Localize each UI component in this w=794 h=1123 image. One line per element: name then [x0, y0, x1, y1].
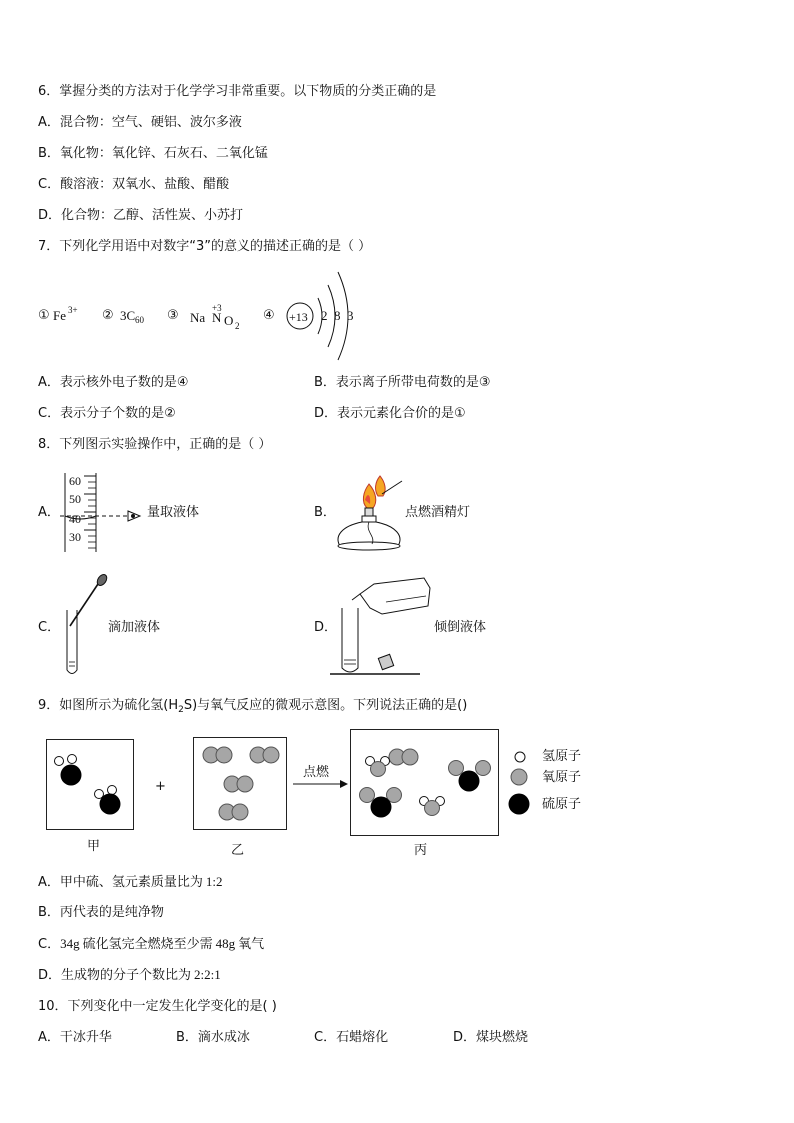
h2s-molecule: [95, 786, 121, 815]
box-label-yi: 乙: [231, 843, 245, 858]
q8-option-a-letter: A．: [38, 505, 60, 520]
legend-oxygen-label: 氧原子: [542, 770, 582, 785]
legend-sulfur-marker: [509, 794, 530, 815]
q9-option-d-ratio: 2:2:1: [194, 967, 221, 982]
q7-c60-text: 3C: [120, 308, 136, 323]
q7-item1-number: ①: [38, 308, 50, 323]
q9-option-d-text: D．生成物的分子个数比为: [38, 968, 192, 983]
q7-o-symbol: O: [224, 313, 234, 328]
plus-sign: +: [155, 779, 166, 794]
cylinder-tick-30: 30: [69, 530, 81, 544]
q9-option-a: [38, 874, 223, 891]
o2-molecule: [219, 804, 248, 820]
q9-option-c-prefix: C．: [38, 937, 61, 952]
cylinder-tick-40: 40: [69, 512, 81, 526]
q8-option-d-letter: D．: [314, 620, 338, 635]
q6-stem: 6．掌握分类的方法对于化学学习非常重要。以下物质的分类正确的是: [38, 84, 437, 99]
so2-molecule: [360, 788, 402, 818]
q7-option-c: C．表示分子个数的是②: [38, 406, 176, 421]
q9-option-c-suffix: 氧气: [238, 937, 265, 952]
q7-item4-number: ④: [263, 308, 275, 323]
q9-option-a-ratio: 1:2: [205, 874, 223, 889]
q6-option-a: A．混合物：空气、硬铝、波尔多液: [38, 115, 242, 130]
q9-stem-part1: 9．如图所示为硫化氢(H: [38, 698, 179, 713]
q7-item3-number: ③: [167, 308, 179, 323]
q8-option-c-label: 滴加液体: [108, 620, 161, 635]
nucleus-charge: +13: [289, 310, 308, 324]
q10-option-a: A．干冰升华: [38, 1030, 112, 1045]
q10-stem: 10．下列变化中一定发生化学变化的是( ): [38, 999, 277, 1014]
q8-option-b-letter: B．: [314, 505, 336, 520]
q9-stem-part2: S)与氧气反应的微观示意图。下列说法正确的是(): [183, 698, 468, 713]
q7-o2-subscript: 2: [235, 321, 240, 331]
q9-stem-subscript: 2: [178, 705, 184, 715]
q7-n-symbol: N: [212, 310, 222, 325]
shell-2-electrons: 8: [334, 308, 341, 323]
q9-option-c-mass2: 48g: [215, 936, 236, 951]
box-label-jia: 甲: [87, 839, 101, 854]
q6-option-c: C．酸溶液：双氧水、盐酸、醋酸: [38, 177, 230, 192]
q7-option-d: D．表示元素化合价的是①: [314, 406, 466, 421]
q6-option-b: B．氧化物：氧化锌、石灰石、二氧化锰: [38, 146, 268, 161]
q10-option-d: D．煤块燃烧: [453, 1030, 529, 1045]
q7-na-symbol: Na: [190, 310, 206, 325]
cylinder-tick-50: 50: [69, 492, 81, 506]
legend-oxygen-marker: [511, 769, 527, 785]
legend-hydrogen-label: 氢原子: [542, 749, 582, 764]
h2o-molecule: [420, 797, 445, 816]
q9-option-d: [38, 967, 221, 984]
reaction-condition: 点燃: [303, 765, 330, 780]
box-label-bing: 丙: [414, 843, 428, 858]
q8-option-c-letter: C．: [38, 620, 61, 635]
q7-c60-subscript: 60: [135, 315, 144, 325]
q9-option-b: B．丙代表的是纯净物: [38, 905, 164, 920]
o2-molecule: [224, 776, 253, 792]
so2-molecule: [449, 761, 491, 792]
q9-option-c-middle: 硫化氢完全燃烧至少需: [82, 937, 213, 952]
q9-option-c-mass1: 34g: [60, 936, 80, 951]
q7-valence-mark: +3: [212, 303, 222, 313]
q7-fe-symbol: Fe: [53, 308, 66, 323]
o2-molecule: [389, 749, 418, 765]
legend-hydrogen-marker: [515, 752, 525, 762]
h2o-molecule: [366, 757, 390, 777]
q9-option-a-text: A．甲中硫、氢元素质量比为: [38, 875, 203, 890]
q8-option-b-label: 点燃酒精灯: [405, 505, 471, 520]
q10-option-c: C．石蜡熔化: [314, 1030, 389, 1045]
q10-option-b: B．滴水成冰: [176, 1030, 250, 1045]
q7-option-a: A．表示核外电子数的是④: [38, 375, 189, 390]
q6-option-d: D．化合物：乙醇、活性炭、小苏打: [38, 208, 244, 223]
q7-fe-charge: 3+: [68, 305, 78, 315]
o2-molecule: [250, 747, 279, 763]
shell-1-electrons: 2: [321, 308, 328, 323]
cylinder-tick-60: 60: [69, 474, 81, 488]
q8-option-a-label: 量取液体: [147, 505, 200, 520]
h2s-molecule: [55, 755, 82, 786]
q8-option-d-label: 倾倒液体: [434, 620, 487, 635]
o2-molecule: [203, 747, 232, 763]
q7-stem: 7．下列化学用语中对数字“3”的意义的描述正确的是（ ）: [38, 239, 372, 254]
shell-3-electrons: 3: [347, 308, 354, 323]
legend-sulfur-label: 硫原子: [542, 797, 582, 812]
q7-item2-number: ②: [102, 308, 114, 323]
q7-option-b: B．表示离子所带电荷数的是③: [314, 375, 491, 390]
q9-option-c: [38, 936, 264, 953]
q8-stem: 8．下列图示实验操作中，正确的是（ ）: [38, 437, 272, 452]
